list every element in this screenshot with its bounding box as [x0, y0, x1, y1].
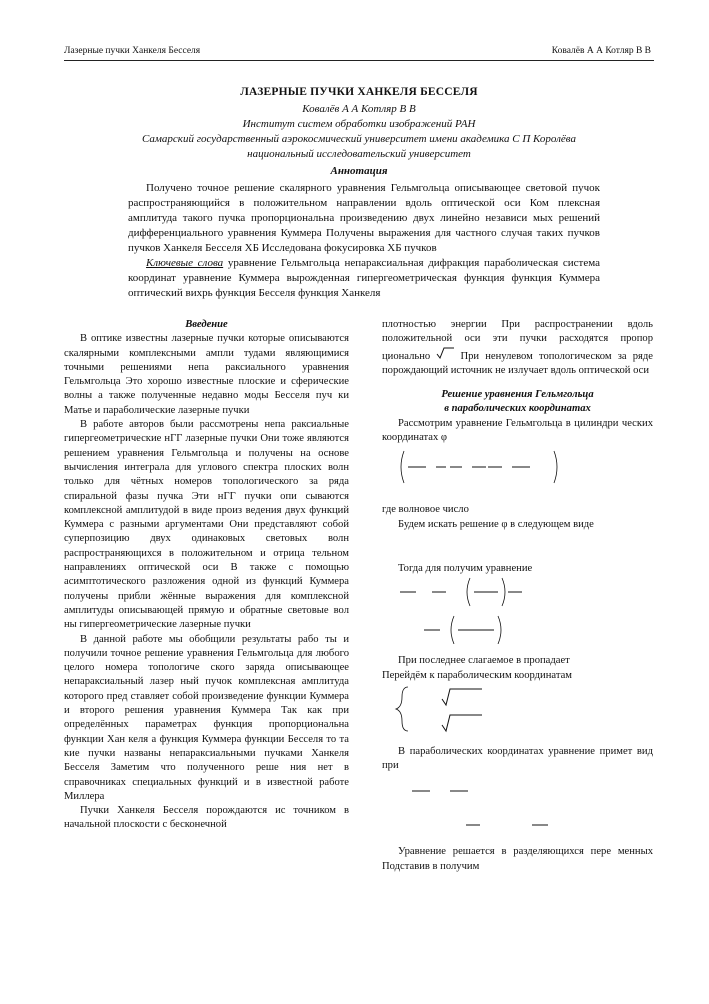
right-paragraph-3: где волновое число — [382, 504, 469, 516]
abstract-text: Полученo точное решение скалярного уравнения Гельмгольца описывающее световой пучок распространяющийся в положительном направлении вдоль оптической оси Ком плексная амплитуда такого пучка пропорциональна произведению двух линейно независи мых решений дифференциального уравнения Куммера Получены выражения для частного случая таких пучков пучков Ханкеля Бесселя ХБ Исследована фокусировка ХБ пучков — [128, 182, 600, 254]
intro-paragraph-2: В работе авторов были рассмотрены непа раксиальные гипергеометрические нГГ лазерные пучки Они тоже являются решением уравнения Гельмгольца и получены на основе вычисления интеграла для углового спектра плоских волн только для чётных номеров топологического за ряда спиральной фазы пучка Эти нГГ пучки опи сываются комплексной амплитудой в виде произ ведения двух функций Куммера с разными аргументами Они представляют собой суперпозицию двух одинаковых световых волн распространяющихся в положительном и отрица тельном направлениях оптической оси В также с помощью асимптотического разложения одной из функций Куммера получены прибли жённые выражения для комплексной амплитуды описывающей прямую и обратные световые вол ны гипергеометрические лазерные пучки — [64, 419, 349, 631]
running-header-left: Лазерные пучки Ханкеля Бесселя — [64, 46, 201, 56]
paper-authors: Ковалёв А А Котляр В В — [302, 103, 416, 115]
left-column — [64, 318, 349, 833]
affiliation-1: Институт систем обработки изображений РАН — [242, 118, 476, 130]
right-paragraph-1-text: плотностью энергии При распространении вдоль положительной оси эти пучки расходятся пропор ционально — [382, 319, 653, 362]
right-paragraph-1b-text: При ненулевом топологическом за ряде порождающий источник не излучает вдоль оптической оси — [382, 350, 653, 376]
right-paragraph-2: Рассмотрим уравнение Гельмгольца в цилиндри ческих координатах φ — [382, 417, 653, 444]
paper-title: ЛАЗЕРНЫЕ ПУЧКИ ХАНКЕЛЯ БЕССЕЛЯ — [240, 86, 478, 98]
affiliation-2: Самарский государственный аэрокосмический университет имени академика С П Королёва — [141, 133, 577, 145]
intro-paragraph-1: В оптике известны лазерные пучки которые описываются скалярными комплексными ампли тудами являющимися точными решениями непа раксиального уравнения Гельмгольца Это хорошо известные плоские и сферические волны а также полученные недавно моды Бесселя пуч ки Матье и параболические лазерные пучки — [64, 333, 349, 416]
running-header-right: Ковалёв А А Котляр В В — [551, 46, 651, 56]
intro-paragraph-3: В данной работе мы обобщили результаты рабо ты и получили точное решение уравнения Гельмгольца для любого целого номера топологиче ского заряда описывающее непараксиальный лазер ный пучок комплексная амплитуда которого пред ставляет собой произведение функции Куммера и второго решения уравнения Куммера Так как при определённых параметрах функция пропорциональна функции Хан келя а функция Куммера функции Бесселя то та кие пучки названы непараксиальными пучками Ханкеля Бесселя Заметим что полученного реше ния нет в справочниках специальных функций и в известной работе Миллера — [64, 633, 349, 802]
intro-paragraph-4: Пучки Ханкеля Бесселя порождаются ис точником в начальной плоскости с бесконечной — [64, 805, 349, 831]
header-rule — [64, 60, 654, 61]
intro-heading: Введение — [185, 319, 228, 330]
right-paragraph-1 — [382, 318, 653, 378]
section-heading-1: Решение уравнения Гельмгольца — [441, 389, 594, 401]
equation-parabolic-helmholtz — [382, 773, 653, 833]
right-paragraph-5: Тогда для получим уравнение — [398, 562, 533, 574]
right-paragraph-4: Будем искать решение φ в следующем виде — [398, 518, 594, 530]
right-paragraph-8: В параболических координатах уравнение примет вид при — [382, 745, 653, 772]
keywords-text: уравнение Гельмгольца непараксиальная дифракция параболическая система координат уравнение Куммера вырожденная гипергеометрическая функция функция Куммера оптический вихрь функция Бесселя функция Ханкеля — [128, 257, 601, 299]
right-column — [382, 318, 653, 874]
keywords — [128, 256, 600, 301]
abstract-heading: Аннотация — [330, 165, 388, 177]
affiliation-3: национальный исследовательский университет — [247, 148, 471, 160]
section-heading-2: в параболических координатах — [444, 403, 591, 415]
sqrt-symbol — [436, 347, 454, 364]
right-paragraph-7: Перейдём к параболическим координатам — [382, 669, 572, 681]
equation-helmholtz — [382, 445, 653, 495]
equation-parabolic-coords — [382, 683, 653, 735]
equation-z-reduced — [382, 576, 653, 644]
right-paragraph-6: При последнее слагаемое в пропадает — [398, 655, 570, 667]
keywords-label: Ключевые слова — [146, 257, 224, 269]
right-paragraph-9: Уравнение решается в разделяющихся пере менных Подставив в получим — [382, 846, 653, 872]
